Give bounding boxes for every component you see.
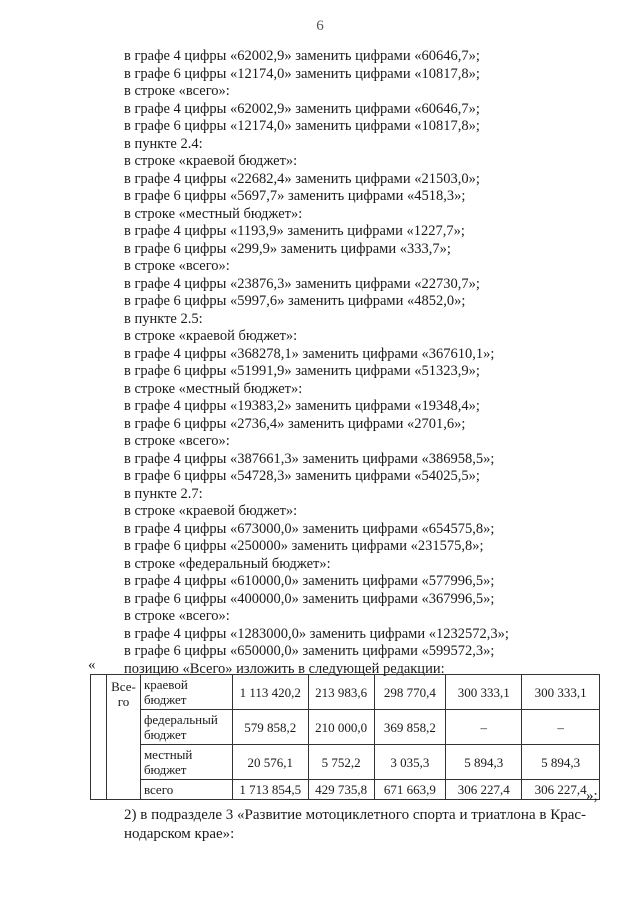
table-cell: 213 983,6 — [308, 675, 374, 710]
amendment-line: в строке «местный бюджет»: — [124, 205, 303, 222]
table-cell: 1 713 854,5 — [232, 780, 308, 800]
amendment-line: в строке «краевой бюджет»: — [124, 328, 298, 344]
table-row — [91, 710, 600, 745]
open-quote: « — [88, 657, 96, 673]
table-cell: 429 735,8 — [308, 780, 374, 800]
amendment-line: в графе 6 цифры «299,9» заменить цифрами «333,7»; — [124, 240, 451, 257]
table-cell: 210 000,0 — [308, 710, 374, 745]
table-cell: 671 663,9 — [374, 780, 446, 800]
page-number: 6 — [316, 18, 324, 34]
amendment-line: в графе 4 цифры «1193,9» заменить цифрами «1227,7»; — [124, 223, 465, 239]
table-row — [91, 745, 600, 780]
amendment-line: в графе 4 цифры «610000,0» заменить цифрами «577996,5»; — [124, 573, 495, 589]
table-cell: 300 333,1 — [446, 675, 522, 710]
amendment-line: в строке «местный бюджет»: — [124, 380, 303, 397]
amendment-line: в графе 4 цифры «19383,2» заменить цифрами «19348,4»; — [124, 398, 480, 414]
amendment-line: в строке «всего»: — [124, 433, 230, 449]
table-cell: 579 858,2 — [232, 710, 308, 745]
amendment-line: в пункте 2.5: — [124, 310, 203, 327]
amendment-line: в пункте 2.7: — [124, 485, 203, 502]
amendment-line: в графе 4 цифры «368278,1» заменить цифрами «367610,1»; — [124, 345, 495, 362]
table-cell: 300 333,1 — [522, 675, 600, 710]
amendment-line: в строке «всего»: — [124, 258, 230, 274]
amendment-line: в графе 6 цифры «2736,4» заменить цифрами «2701,6»; — [124, 415, 466, 432]
close-quote: »; — [586, 788, 598, 804]
table-cell: 5 894,3 — [446, 745, 522, 780]
table-cell: 1 113 420,2 — [232, 675, 308, 710]
amendment-line: в графе 4 цифры «62002,9» заменить цифрами «60646,7»; — [124, 100, 480, 117]
row-label: местный бюджет — [140, 745, 232, 780]
amendment-line: в строке «краевой бюджет»: — [124, 503, 298, 519]
amendment-line: в графе 6 цифры «5997,6» заменить цифрами «4852,0»; — [124, 293, 466, 309]
amendment-line: в строке «всего»: — [124, 608, 230, 624]
amendment-line: в графе 6 цифры «12174,0» заменить цифрами «10817,8»; — [124, 65, 480, 82]
amendment-line: в графе 6 цифры «400000,0» заменить цифрами «367996,5»; — [124, 590, 495, 607]
paragraph-line: нодарском крае»: — [124, 826, 235, 842]
table-cell: 3 035,3 — [374, 745, 446, 780]
table-cell: 369 858,2 — [374, 710, 446, 745]
amendment-list — [124, 48, 544, 678]
amendment-line: в строке «краевой бюджет»: — [124, 153, 298, 169]
amendment-line: в графе 4 цифры «22682,4» заменить цифрами «21503,0»; — [124, 170, 480, 187]
amendment-line: в графе 6 цифры «54728,3» заменить цифрами «54025,5»; — [124, 468, 480, 484]
table-cell: 5 752,2 — [308, 745, 374, 780]
table-row — [91, 780, 600, 800]
amendment-line: позицию «Всего» изложить в следующей редакции: — [124, 660, 445, 677]
total-label-cell: Все-го — [106, 675, 140, 800]
amendment-line: в пункте 2.4: — [124, 135, 203, 152]
paragraph — [124, 806, 596, 844]
amendment-line: в строке «всего»: — [124, 83, 230, 99]
row-label: федеральный бюджет — [140, 710, 232, 745]
amendment-line: в графе 6 цифры «51991,9» заменить цифрами «51323,9»; — [124, 363, 480, 379]
amendment-line: в строке «федеральный бюджет»: — [124, 555, 331, 572]
table-cell: – — [522, 710, 600, 745]
row-label: краевой бюджет — [140, 675, 232, 710]
row-label: всего — [140, 780, 232, 800]
amendment-line: в графе 4 цифры «62002,9» заменить цифрами «60646,7»; — [124, 48, 480, 64]
table-cell: 5 894,3 — [522, 745, 600, 780]
amendment-line: в графе 4 цифры «387661,3» заменить цифрами «386958,5»; — [124, 450, 495, 467]
paragraph-line: 2) в подразделе 3 «Развитие мотоциклетного спорта и триатлона в Крас- — [124, 807, 587, 823]
amendment-line: в графе 4 цифры «23876,3» заменить цифрами «22730,7»; — [124, 275, 480, 292]
amendment-line: в графе 6 цифры «650000,0» заменить цифрами «599572,3»; — [124, 643, 495, 659]
amendment-line: в графе 6 цифры «12174,0» заменить цифрами «10817,8»; — [124, 118, 480, 134]
budget-table — [90, 674, 600, 800]
table-cell: 306 227,4 — [522, 780, 600, 800]
amendment-line: в графе 4 цифры «1283000,0» заменить цифрами «1232572,3»; — [124, 625, 509, 642]
amendment-line: в графе 6 цифры «5697,7» заменить цифрами «4518,3»; — [124, 188, 466, 204]
table-cell: 306 227,4 — [446, 780, 522, 800]
table-cell: 298 770,4 — [374, 675, 446, 710]
table-row — [91, 675, 600, 710]
table-cell: – — [446, 710, 522, 745]
table-cell: 20 576,1 — [232, 745, 308, 780]
amendment-line: в графе 4 цифры «673000,0» заменить цифрами «654575,8»; — [124, 520, 495, 537]
table-margin-cell — [91, 675, 107, 800]
amendment-line: в графе 6 цифры «250000» заменить цифрами «231575,8»; — [124, 538, 484, 554]
